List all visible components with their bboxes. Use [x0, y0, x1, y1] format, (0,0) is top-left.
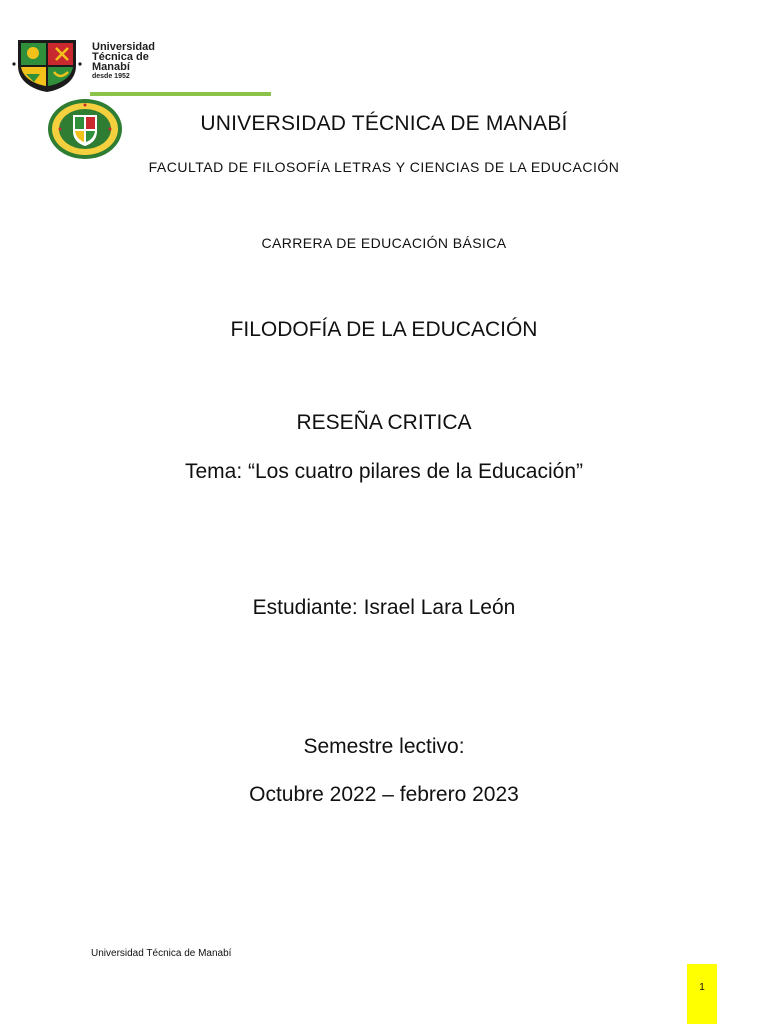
university-logo	[12, 36, 272, 98]
semester-period: Octubre 2022 – febrero 2023	[249, 783, 519, 806]
footer-text: Universidad Técnica de Manabí	[91, 948, 232, 959]
university-title: UNIVERSIDAD TÉCNICA DE MANABÍ	[200, 112, 568, 135]
university-shield-icon	[12, 36, 82, 94]
logo-line-1: Universidad	[92, 41, 155, 53]
topic-line: Tema: “Los cuatro pilares de la Educación”	[184, 460, 584, 483]
subject-title: FILODOFÍA DE LA EDUCACIÓN	[230, 318, 538, 341]
page-number: 1	[699, 982, 705, 993]
page-number-box	[687, 964, 717, 1024]
header-green-rule	[90, 92, 271, 96]
document-type: RESEÑA CRITICA	[296, 411, 472, 434]
student-line: Estudiante: Israel Lara León	[252, 596, 516, 619]
logo-line-4: desde 1952	[92, 73, 130, 80]
semester-label: Semestre lectivo:	[303, 735, 465, 758]
faculty-title: FACULTAD DE FILOSOFÍA LETRAS Y CIENCIAS DE LA EDUCACIÓN	[148, 159, 620, 175]
logo-line-3: Manabí	[92, 61, 130, 73]
logo-wordmark	[92, 42, 155, 81]
logo-line-2: Técnica de	[92, 51, 149, 63]
career-title: CARRERA DE EDUCACIÓN BÁSICA	[261, 235, 507, 251]
